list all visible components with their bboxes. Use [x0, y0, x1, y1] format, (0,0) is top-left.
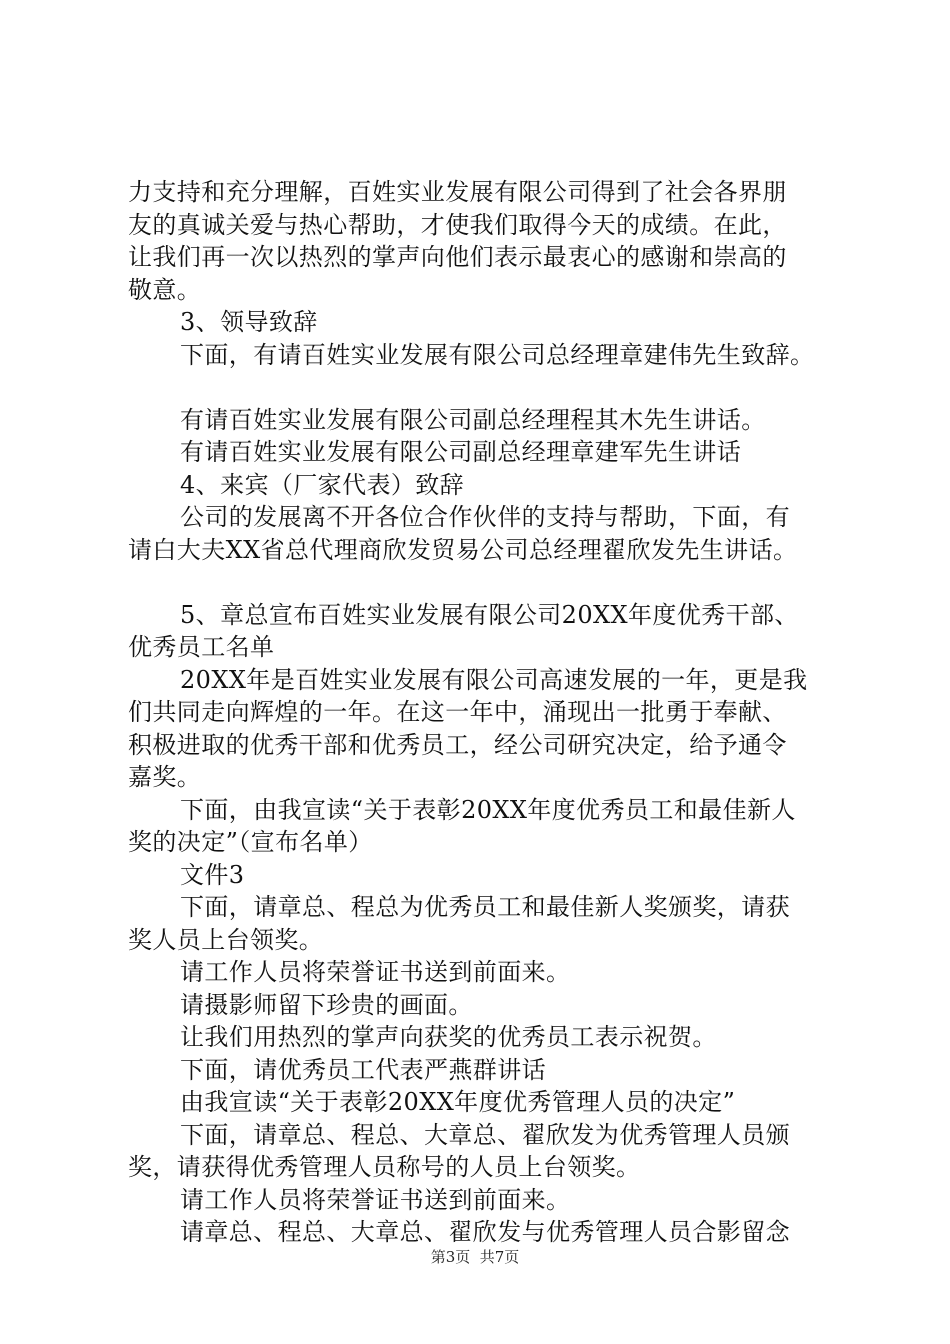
text-line: 请摄影师留下珍贵的画面。: [180, 990, 473, 1019]
text-line: 3、领导致辞: [180, 308, 318, 336]
text-line: 敬意。: [128, 275, 202, 304]
text-line: 下面，由我宣读“关于表彰20XX年度优秀员工和最佳新人: [180, 795, 796, 824]
text-line: 20XX年是百姓实业发展有限公司高速发展的一年，更是我: [180, 665, 808, 694]
text-line: 嘉奖。: [128, 763, 202, 791]
text-line: 请白大夫XX省总代理商欣发贸易公司总经理翟欣发先生讲话。: [128, 535, 798, 564]
text-line: 下面，请章总、程总为优秀员工和最佳新人奖颁奖，请获: [180, 893, 790, 921]
text-line: 由我宣读“关于表彰20XX年度优秀管理人员的决定”: [180, 1088, 736, 1116]
text-line: 有请百姓实业发展有限公司副总经理章建军先生讲话: [180, 438, 742, 466]
text-line: 优秀员工名单: [128, 633, 275, 661]
text-line: 4、来宾（厂家代表）致辞: [180, 470, 465, 499]
blank-line: [128, 371, 840, 404]
text-line: 有请百姓实业发展有限公司副总经理程其木先生讲话。: [180, 405, 766, 434]
text-line: 友的真诚关爱与热心帮助，才使我们取得今天的成绩。在此，: [128, 210, 787, 239]
text-line: 力支持和充分理解，百姓实业发展有限公司得到了社会各界朋: [128, 178, 787, 206]
text-line: 让我们用热烈的掌声向获奖的优秀员工表示祝贺。: [180, 1023, 717, 1051]
text-line: 请工作人员将荣誉证书送到前面来。: [180, 958, 571, 986]
text-line: 下面，请优秀员工代表严燕群讲话: [180, 1055, 546, 1084]
text-line: 文件3: [180, 860, 245, 889]
page-footer: 第3页 共7页: [430, 1248, 520, 1266]
text-line: 们共同走向辉煌的一年。在这一年中，涌现出一批勇于奉献、: [128, 698, 787, 726]
text-line: 公司的发展离不开各位合作伙伴的支持与帮助，下面，有: [180, 503, 790, 531]
text-line: 请工作人员将荣誉证书送到前面来。: [180, 1185, 571, 1214]
blank-line: [128, 566, 840, 599]
text-line: 5、章总宣布百姓实业发展有限公司20XX年度优秀干部、: [180, 600, 799, 629]
text-line: 奖，请获得优秀管理人员称号的人员上台领奖。: [128, 1153, 641, 1181]
text-line: 下面，请章总、程总、大章总、翟欣发为优秀管理人员颁: [180, 1120, 790, 1149]
text-line: 下面，有请百姓实业发展有限公司总经理章建伟先生致辞。: [180, 340, 815, 369]
document-body: [128, 176, 840, 1249]
text-line: 积极进取的优秀干部和优秀员工，经公司研究决定，给予通令: [128, 730, 787, 759]
text-line: 让我们再一次以热烈的掌声向他们表示最衷心的感谢和崇高的: [128, 243, 787, 271]
text-line: 请章总、程总、大章总、翟欣发与优秀管理人员合影留念: [180, 1218, 790, 1246]
text-line: 奖的决定”（宣布名单）: [128, 828, 373, 856]
text-line: 奖人员上台领奖。: [128, 925, 324, 954]
